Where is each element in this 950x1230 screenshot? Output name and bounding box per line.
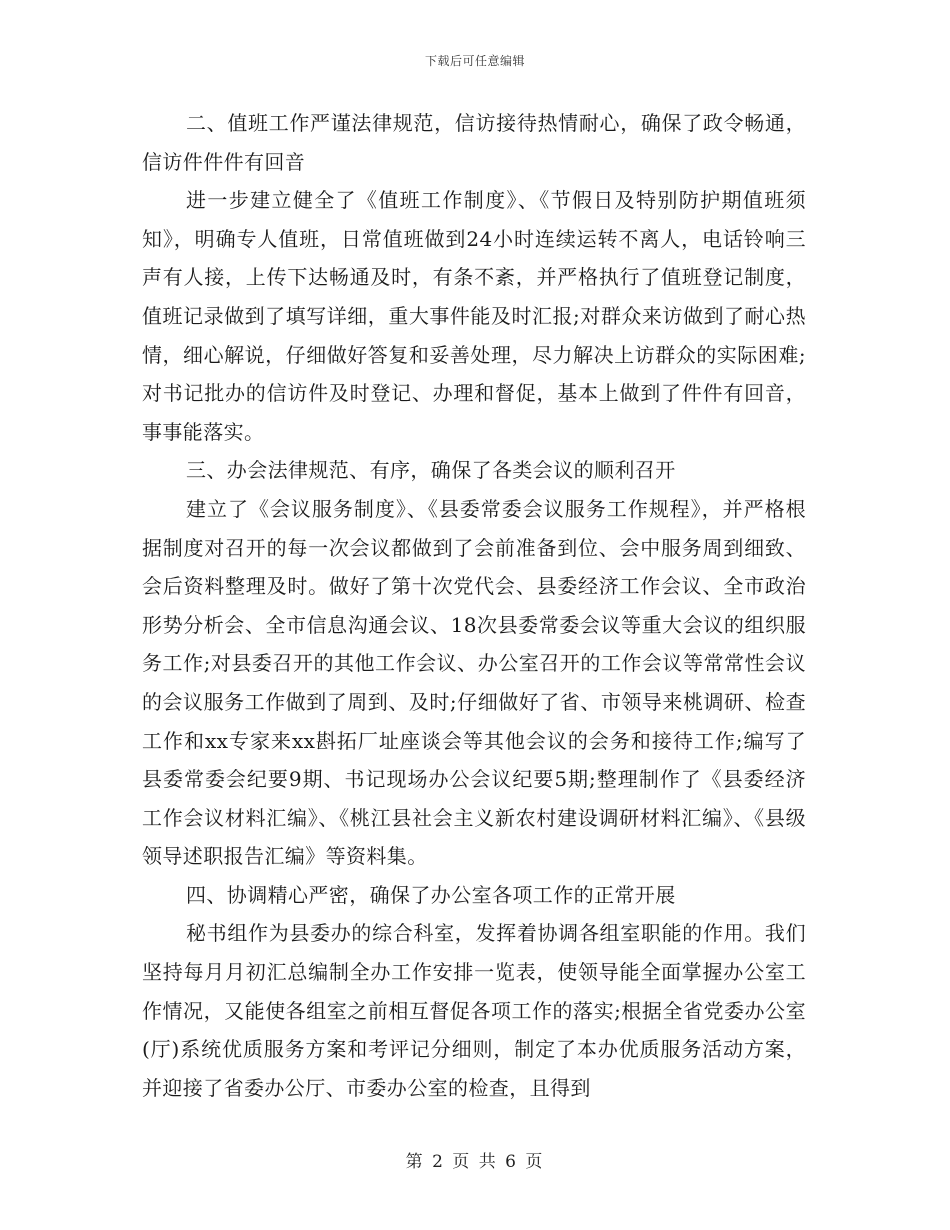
section-heading-meetings: 三、办会法律规范、有序，确保了各类会议的顺利召开	[186, 458, 676, 483]
document-body	[142, 104, 806, 1107]
paragraph-coordination-details: 秘书组作为县委办的综合科室，发挥着协调各组室职能的作用。我们坚持每月月初汇总编制全办工作安排一览表，使领导能全面掌握办公室工作情况，又能使各组室之前相互督促各项工作的落实;根据全省党委办公室(厅)系统优质服务方案和考评记分细则，制定了本办优质服务活动方案，并迎接了省委办公厅、市委办公室的检查，且得到	[142, 921, 806, 1100]
page-header: 下载后可任意编辑	[424, 54, 525, 68]
paragraph-meeting-details: 建立了《会议服务制度》、《县委常委会议服务工作规程》，并严格根据制度对召开的每一次会议都做到了会前准备到位、会中服务周到细致、会后资料整理及时。做好了第十次党代会、县委经济工作会议、全市政治形势分析会、全市信息沟通会议、18次县委常委会议等重大会议的组织服务工作;对县委召开的其他工作会议、办公室召开的工作会议等常常性会议的会议服务工作做到了周到、及时;仔细做好了省、市领导来桃调研、检查工作和xx专家来xx斟拓厂址座谈会等其他会议的会务和接待工作;编写了县委常委会纪要9期、书记现场办公会议纪要5期;整理制作了《县委经济工作会议材料汇编》、《桃江县社会主义新农村建设调研材料汇编》、《县级领导述职报告汇编》等资料集。	[142, 496, 806, 869]
paragraph-duty-details: 进一步建立健全了《值班工作制度》、《节假日及特别防护期值班须知》，明确专人值班，日常值班做到24小时连续运转不离人，电话铃响三声有人接，上传下达畅通及时，有条不紊，并严格执行了值班登记制度，值班记录做到了填写详细，重大事件能及时汇报;对群众来访做到了耐心热情，细心解说，仔细做好答复和妥善处理，尽力解决上访群众的实际困难;对书记批办的信访件及时登记、办理和督促，基本上做到了件件有回音，事事能落实。	[142, 188, 806, 444]
section-heading-coordination: 四、协调精心严密，确保了办公室各项工作的正常开展	[186, 882, 676, 907]
page-footer: 第 2 页 共 6 页	[405, 1152, 545, 1172]
section-heading-duty: 二、值班工作严谨法律规范，信访接待热情耐心，确保了政令畅通，信访件件件有回音	[142, 111, 806, 174]
